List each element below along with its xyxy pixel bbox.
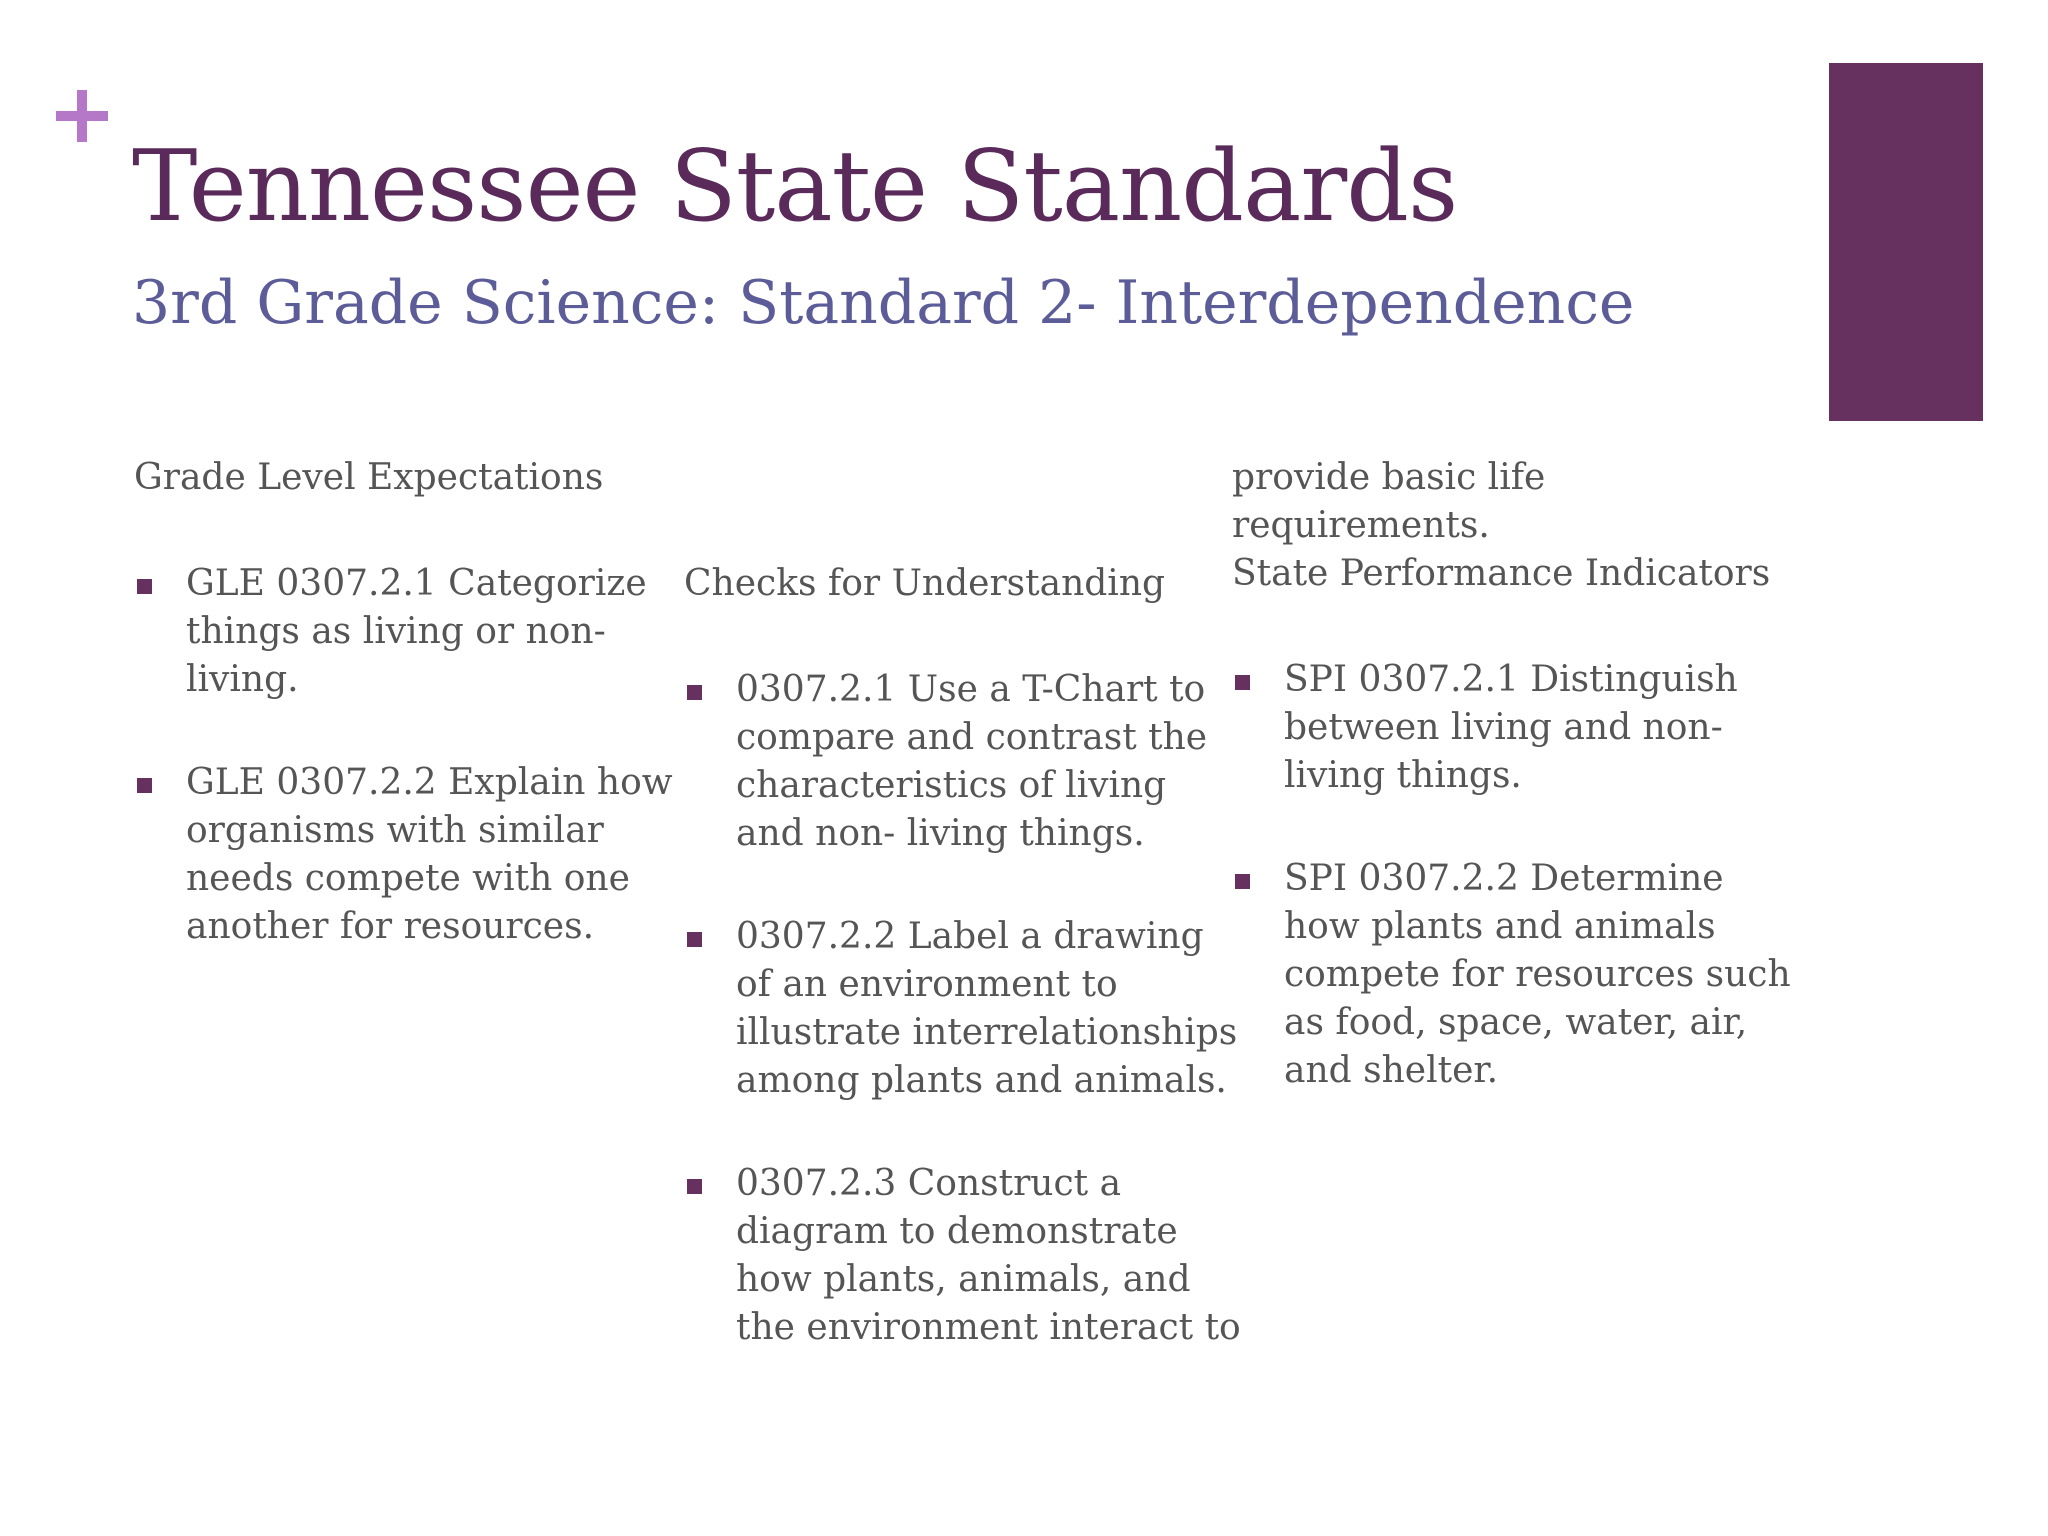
checks-continuation-text: provide basic life requirements. bbox=[1232, 457, 1546, 546]
square-bullet-icon bbox=[687, 1179, 702, 1194]
square-bullet-icon bbox=[137, 579, 152, 594]
accent-bar bbox=[1829, 63, 1983, 421]
list-item bbox=[1232, 656, 1792, 800]
square-bullet-icon bbox=[687, 685, 702, 700]
checks-item-text: 0307.2.3 Construct a diagram to demonstrate how plants, animals, and the environment interact to bbox=[736, 1163, 1241, 1348]
spi-item-text: SPI 0307.2.2 Determine how plants and animals compete for resources such as food, space, water, air, and shelter. bbox=[1284, 858, 1791, 1091]
plus-icon bbox=[52, 86, 112, 146]
spi-heading: State Performance Indicators bbox=[1232, 553, 1771, 594]
checks-item-text: 0307.2.2 Label a drawing of an environment to illustrate interrelationships among plants and animals. bbox=[736, 916, 1238, 1101]
list-item bbox=[134, 560, 674, 704]
list-item bbox=[684, 666, 1244, 858]
list-item bbox=[684, 1160, 1244, 1352]
list-item bbox=[1232, 855, 1792, 1095]
square-bullet-icon bbox=[137, 778, 152, 793]
list-item bbox=[134, 759, 674, 951]
checks-column bbox=[684, 560, 1244, 1407]
checks-item-text: 0307.2.1 Use a T-Chart to compare and contrast the characteristics of living and non- living things. bbox=[736, 669, 1208, 854]
spi-list bbox=[1232, 656, 1792, 1095]
gle-column bbox=[134, 454, 674, 1006]
square-bullet-icon bbox=[1235, 675, 1250, 690]
slide-subtitle: 3rd Grade Science: Standard 2- Interdependence bbox=[132, 268, 1635, 338]
spi-column bbox=[1232, 454, 1792, 1150]
gle-item-text: GLE 0307.2.1 Categorize things as living or non-living. bbox=[186, 563, 647, 700]
square-bullet-icon bbox=[687, 932, 702, 947]
square-bullet-icon bbox=[1235, 874, 1250, 889]
list-item bbox=[684, 913, 1244, 1105]
gle-list bbox=[134, 560, 674, 951]
gle-heading: Grade Level Expectations bbox=[134, 457, 604, 498]
checks-list bbox=[684, 666, 1244, 1352]
checks-heading: Checks for Understanding bbox=[684, 563, 1166, 604]
gle-item-text: GLE 0307.2.2 Explain how organisms with similar needs compete with one another for resources. bbox=[186, 762, 673, 947]
slide-title: Tennessee State Standards bbox=[132, 130, 1458, 244]
spi-item-text: SPI 0307.2.1 Distinguish between living and non-living things. bbox=[1284, 659, 1738, 796]
